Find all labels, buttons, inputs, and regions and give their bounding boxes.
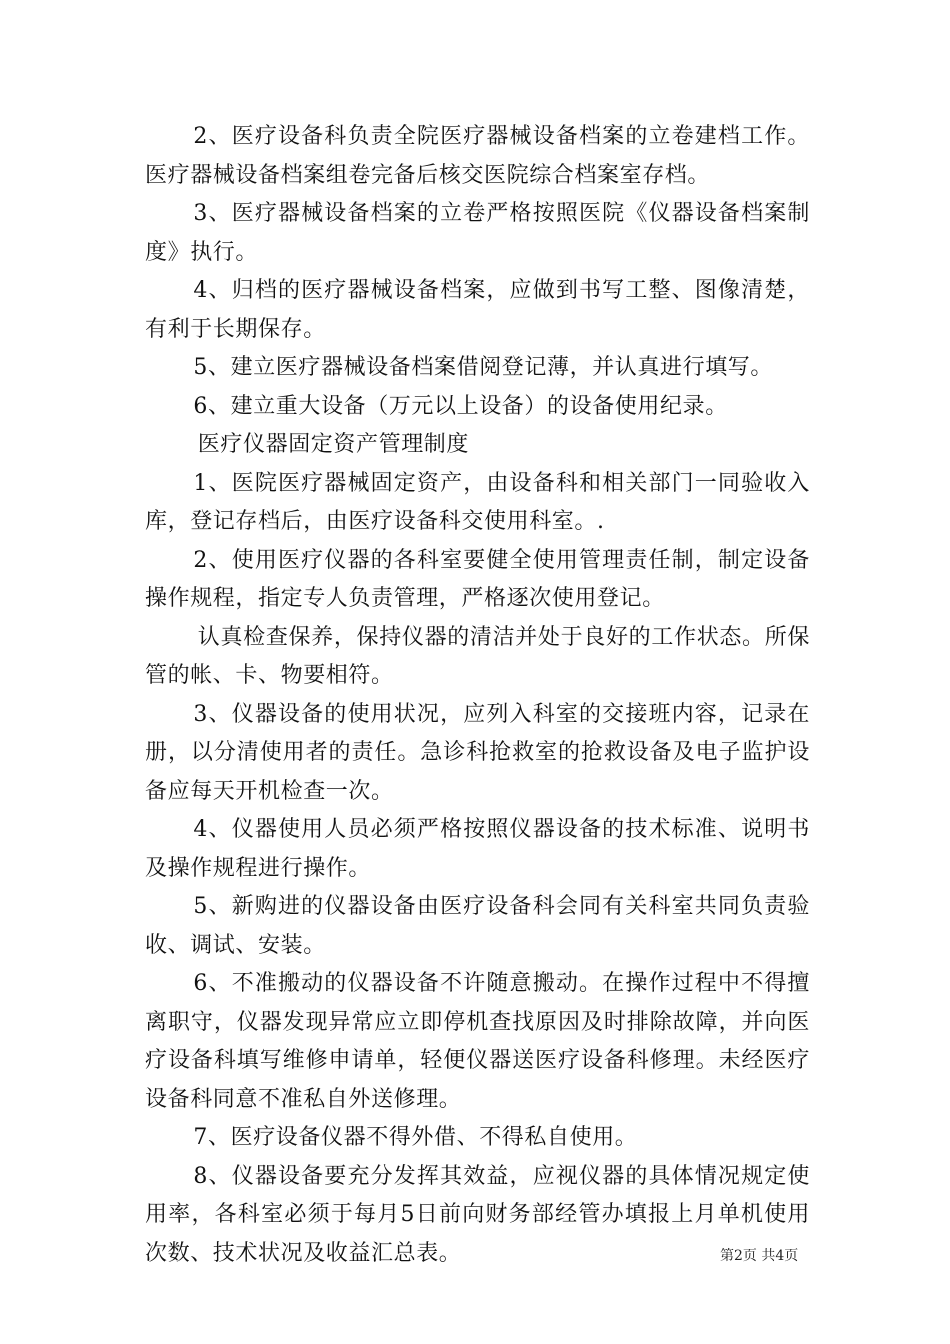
section-heading: 医疗仪器固定资产管理制度 (197, 432, 469, 457)
paragraph-archive-item-3: 3、医疗器械设备档案的立卷严格按照医院《仪器设备档案制度》执行。 (145, 201, 810, 265)
page-number-footer: 第2页 共4页 (720, 1248, 799, 1264)
paragraph-archive-item-5: 5、建立医疗器械设备档案借阅登记薄，并认真进行填写。 (193, 355, 773, 380)
paragraph-asset-item-3: 3、仪器设备的使用状况，应列入科室的交接班内容，记录在册，以分清使用者的责任。急诊科抢救室的抢救设备及电子监护设备应每天开机检查一次。 (145, 701, 810, 804)
paragraph-asset-item-1: 1、医院医疗器械固定资产，由设备科和相关部门一同验收入库，登记存档后，由医疗设备科交使用科室。. (145, 470, 810, 534)
paragraph-asset-item-4: 4、仪器使用人员必须严格按照仪器设备的技术标准、说明书及操作规程进行操作。 (145, 817, 810, 881)
paragraph-archive-item-6: 6、建立重大设备（万元以上设备）的设备使用纪录。 (193, 393, 728, 419)
document-body (145, 118, 810, 1273)
paragraph-archive-item-2: 2、医疗设备科负责全院医疗器械设备档案的立卷建档工作。医疗器械设备档案组卷完备后核交医院综合档案室存档。 (145, 124, 810, 188)
paragraph-asset-item-2: 2、使用医疗仪器的各科室要健全使用管理责任制，制定设备操作规程，指定专人负责管理，严格逐次使用登记。 (145, 547, 810, 611)
paragraph-asset-item-8: 8、仪器设备要充分发挥其效益，应视仪器的具体情况规定使用率，各科室必须于每月5日前向财务部经管办填报上月单机使用次数、技术状况及收益汇总表。 (145, 1163, 810, 1266)
paragraph-maintenance: 认真检查保养，保持仪器的清洁并处于良好的工作状态。所保管的帐、卡、物要相符。 (145, 624, 810, 688)
paragraph-archive-item-4: 4、归档的医疗器械设备档案，应做到书写工整、图像清楚，有利于长期保存。 (145, 278, 810, 342)
paragraph-asset-item-6: 6、不准搬动的仪器设备不许随意搬动。在操作过程中不得擅离职守，仪器发现异常应立即停机查找原因及时排除故障，并向医疗设备科填写维修申请单，轻便仪器送医疗设备科修理。未经医疗设备科同意不准私自外送修理。 (145, 971, 810, 1112)
paragraph-asset-item-7: 7、医疗设备仪器不得外借、不得私自使用。 (193, 1125, 638, 1150)
paragraph-asset-item-5: 5、新购进的仪器设备由医疗设备科会同有关科室共同负责验收、调试、安装。 (145, 894, 810, 958)
